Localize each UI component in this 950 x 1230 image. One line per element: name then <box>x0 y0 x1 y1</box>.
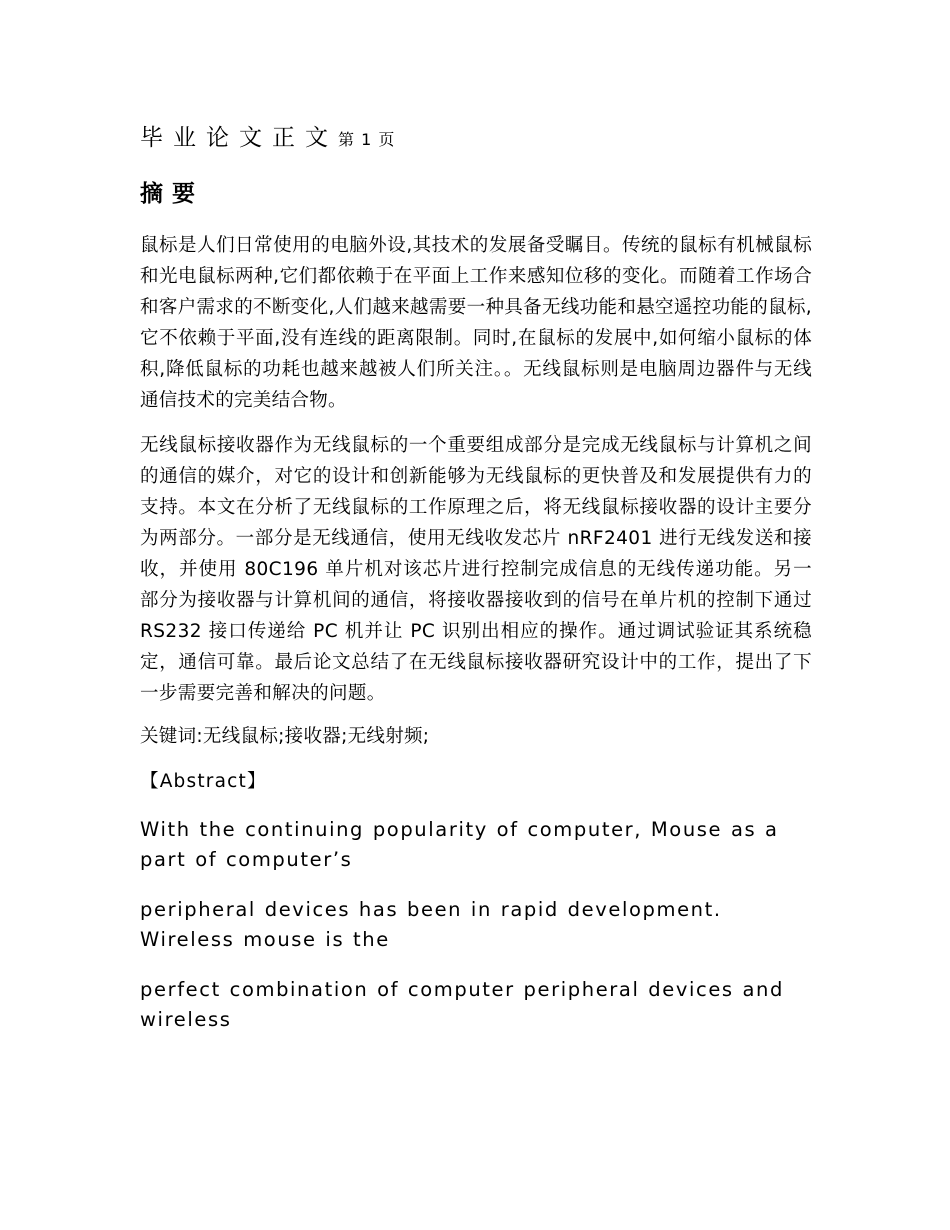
abstract-en-paragraph-2: peripheral devices has been in rapid development. Wireless mouse is the <box>140 898 722 951</box>
abstract-cn-paragraph-2: 无线鼠标接收器作为无线鼠标的一个重要组成部分是完成无线鼠标与计算机之间的通信的媒介，对它的设计和创新能够为无线鼠标的更快普及和发展提供有力的支持。本文在分析了无线鼠标的工作原理之后，将无线鼠标接收器的设计主要分为两部分。一部分是无线通信，使用无线收发芯片 nRF2401 进行无线发送和接收，并使用 80C196 单片机对该芯片进行控制完成信息的无线传递功能。另一部分为接收器与计算机间的通信，将接收器接收到的信号在单片机的控制下通过 RS232 接口传递给 PC 机并让 PC 识别出相应的操作。通过调试验证其系统稳定，通信可靠。最后论文总结了在无线鼠标接收器研究设计中的工作，提出了下一步需要完善和解决的问题。 <box>140 435 812 704</box>
header-title: 毕业论文正文 <box>140 125 338 151</box>
abstract-en-heading: 【Abstract】 <box>140 771 267 792</box>
keywords-line: 关键词:无线鼠标;接收器;无线射频; <box>140 726 430 747</box>
abstract-en-paragraph-3: perfect combination of computer peripheral devices and wireless <box>140 978 784 1031</box>
page-header <box>140 118 812 158</box>
header-page-number: 第 1 页 <box>338 130 396 149</box>
abstract-en-paragraph-1: With the continuing popularity of computer, Mouse as a part of computer’s <box>140 818 779 871</box>
abstract-cn-paragraph-1: 鼠标是人们日常使用的电脑外设,其技术的发展备受瞩目。传统的鼠标有机械鼠标和光电鼠标两种,它们都依赖于在平面上工作来感知位移的变化。而随着工作场合和客户需求的不断变化,人们越来越需要一种具备无线功能和悬空遥控功能的鼠标,它不依赖于平面,没有连线的距离限制。同时,在鼠标的发展中,如何缩小鼠标的体积,降低鼠标的功耗也越来越被人们所关注。。无线鼠标则是电脑周边器件与无线通信技术的完美结合物。 <box>140 235 812 411</box>
abstract-cn-heading: 摘要 <box>140 181 204 207</box>
page-content <box>140 118 812 1035</box>
